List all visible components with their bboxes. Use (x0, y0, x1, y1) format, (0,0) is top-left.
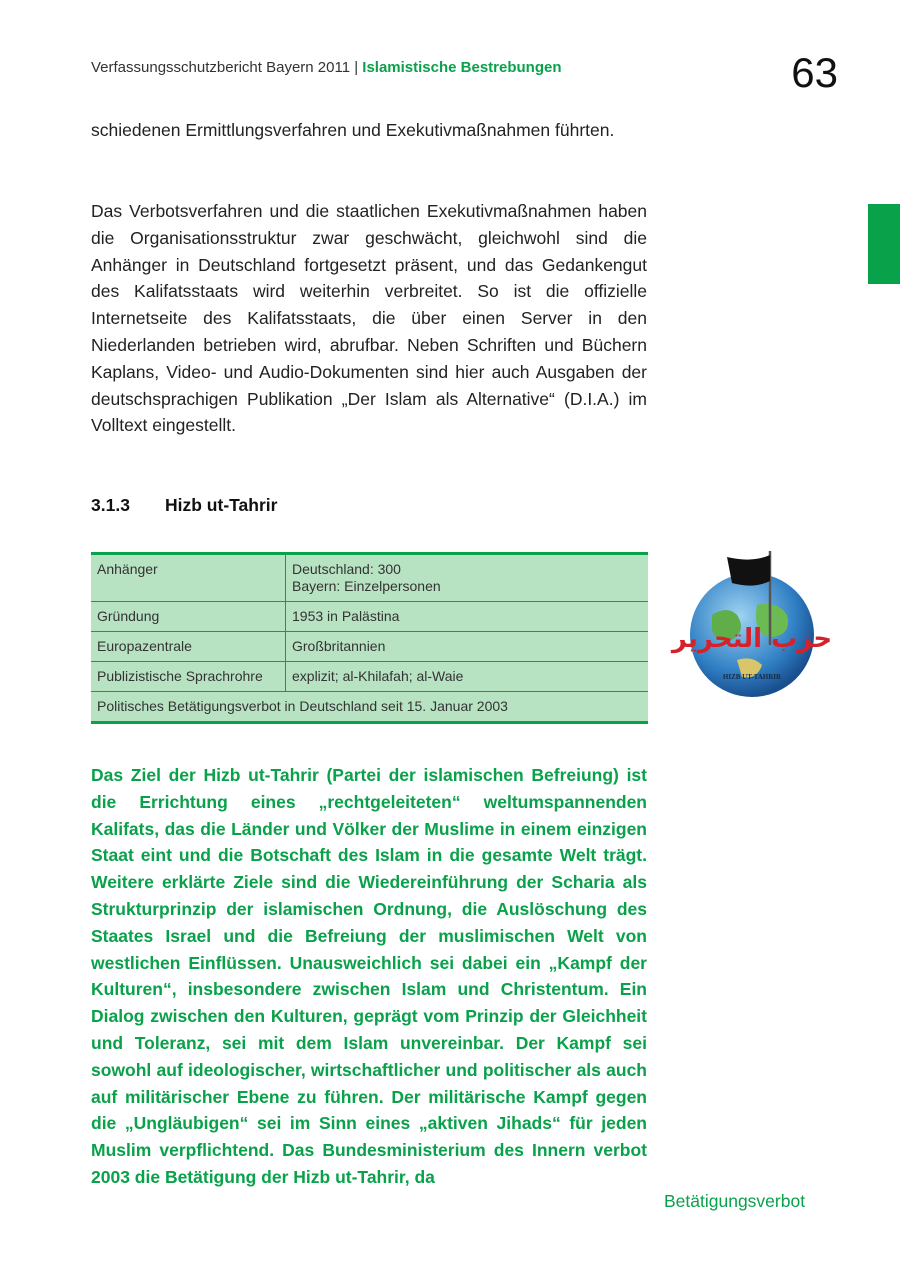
section-heading (91, 495, 277, 516)
table-row (91, 662, 648, 692)
section-title: Hizb ut-Tahrir (165, 495, 278, 515)
header-section: Islamistische Bestrebungen (362, 59, 562, 76)
table-row (91, 692, 648, 723)
fact-value-line: Bayern: Einzelpersonen (292, 578, 441, 594)
paragraph-2: Das Verbotsverfahren und die staatlichen Exekutivmaßnahmen haben die Organisationsstruktur zwar geschwächt, gleichwohl sind die Anhänger in Deutschland fortgesetzt präsent, und das Gedankengut des Kalifatsstaats wird weiterhin verbreitet. So ist die offizielle Internetseite des Kalifatsstaats, die über einen Server in den Niederlanden betrieben wird, abrufbar. Neben Schriften und Büchern Kaplans, Video- und Audio-Dokumenten sind hier auch Ausgaben der deutschsprachigen Publikation „Der Islam als Alternative“ (D.I.A.) im Volltext eingestellt. (91, 201, 647, 436)
section-number: 3.1.3 (91, 495, 130, 515)
report-title: Verfassungsschutzbericht Bayern 2011 (91, 59, 351, 76)
paragraph-1: schiedenen Ermittlungsverfahren und Exekutivmaßnahmen führten. (91, 120, 615, 140)
fact-label: Publizistische Sprachrohre (91, 662, 286, 692)
fact-footer: Politisches Betätigungsverbot in Deutschland seit 15. Januar 2003 (97, 698, 508, 714)
table-row (91, 554, 648, 602)
fact-label: Europazentrale (91, 632, 286, 662)
header-separator: | (350, 59, 363, 76)
fact-value: 1953 in Palästina (286, 602, 649, 632)
page-number: 63 (791, 49, 838, 96)
fact-label: Anhänger (91, 554, 286, 602)
fact-label: Gründung (91, 602, 286, 632)
fact-value (286, 554, 649, 602)
hizb-ut-tahrir-logo (671, 545, 833, 703)
lead-paragraph: Das Ziel der Hizb ut-Tahrir (Partei der islamischen Befreiung) ist die Errichtung eines „rechtgeleiteten“ weltumspannenden Kalifats, das die Länder und Völker der Muslime in einem einzigen Staat eint und die Botschaft des Islam in die gesamte Welt trägt. Weitere erklärte Ziele sind die Wiedereinführung der Scharia als Strukturprinzip der islamischen Ordnung, die Auslöschung des Staates Israel und die Befreiung der muslimischen Welt von westlichen Einflüssen. Unausweichlich sei dabei ein „Kampf der Kulturen“, insbesondere zwischen Islam und Christentum. Ein Dialog zwischen den Kulturen, geprägt vom Prinzip der Gleichheit und Toleranz, sei mit dem Islam unvereinbar. Der Kampf sei sowohl auf ideologischer, wirtschaftlicher und politischer als auch auf militärischer Ebene zu führen. Der militärische Kampf gegen die „Ungläubigen“ sei im Sinn eines „aktiven Jihads“ für jeden Muslim verpflichtend. Das Bundesministerium des Innern verbot 2003 die Betätigung der Hizb ut-Tahrir, da (91, 765, 647, 1187)
fact-value: Großbritannien (286, 632, 649, 662)
chapter-tab-marker (868, 204, 900, 284)
fact-value: explizit; al-Khilafah; al-Waie (286, 662, 649, 692)
black-flag-shape (727, 555, 770, 586)
logo-caption: HIZB UT-TAHRIR (722, 673, 782, 681)
fact-table (91, 552, 648, 724)
running-header (91, 59, 562, 76)
margin-note: Betätigungsverbot (664, 1191, 806, 1211)
logo-arabic-text: حزب التحرير (671, 624, 833, 654)
fact-value-line: Deutschland: 300 (292, 561, 401, 577)
table-row (91, 632, 648, 662)
table-row (91, 602, 648, 632)
